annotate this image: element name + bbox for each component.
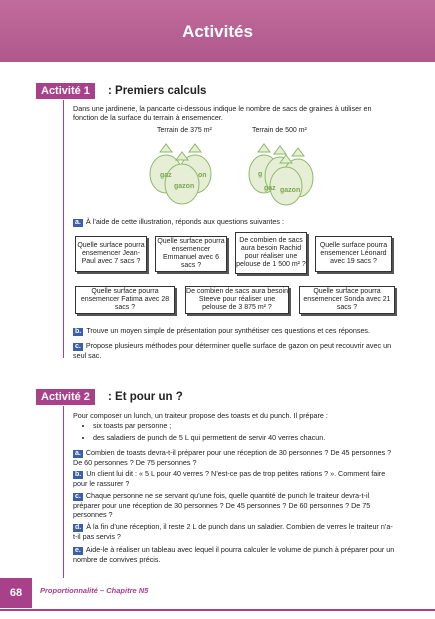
page-header <box>0 0 435 62</box>
question-tag: a. <box>75 450 81 457</box>
activity1-label: Activité 1 <box>36 83 95 99</box>
activity2-label: Activité 2 <box>36 389 95 405</box>
chapter-title: Proportionnalité – Chapitre N5 <box>40 586 149 595</box>
question-tag: c. <box>75 343 81 350</box>
question-tag: b. <box>75 328 82 335</box>
question-box-fatima: Quelle surface pourra ensemencer Fatima avec 28 sacs ? <box>75 286 175 314</box>
activity2-title: : Et pour un ? <box>108 391 183 403</box>
caption-375: Terrain de 375 m² <box>157 127 212 134</box>
question-box-sonda: Quelle surface pourra ensemencer Sonda avec 21 sacs ? <box>299 286 395 314</box>
activity2-intro: Pour composer un lunch, un traiteur propose des toasts et du punch. Il prépare : <box>73 411 328 420</box>
question-box-leonard: Quelle surface pourra ensemencer Léonard avec 19 sacs ? <box>315 236 392 272</box>
activity2-question-c: c. Chaque personne ne se servant qu’une fois, quelle quantité de punch le traiteur devra-t-il préparer pour une réception de 30 personnes ? De 45 personnes ? De 60 personnes ? De 75 personnes ? <box>73 491 371 519</box>
activity1-intro: Dans une jardinerie, la pancarte ci-dessous indique le nombre de sacs de graines à utiliser en fonction de la surface du terrain à ensemencer. <box>73 104 372 122</box>
page-title: Activités <box>182 22 253 41</box>
bullet-item: • des saladiers de punch de 5 L qui permettent de servir 40 verres chacun. <box>93 432 395 444</box>
bullet-item: • six toasts par personne ; <box>93 420 395 432</box>
svg-text:g: g <box>258 171 263 178</box>
activity2-question-a: a. Combien de toasts devra-t-il préparer pour une réception de 30 personnes ? De 45 personnes ? De 60 personnes ? De 75 personnes ? <box>73 448 392 467</box>
footer-rule <box>0 609 435 611</box>
caption-500: Terrain de 500 m² <box>252 127 307 134</box>
question-tag: c. <box>75 493 81 500</box>
question-tag: a. <box>75 219 81 226</box>
activity2-question-b: b. Un client lui dit : « 5 L pour 40 verres ? N’est-ce pas de trop petites rations ? ». Comment faire pour le rassurer ? <box>73 469 386 488</box>
page-number: 68 <box>0 578 32 608</box>
svg-text:gaz: gaz <box>160 172 172 179</box>
svg-text:gaz: gaz <box>264 185 276 192</box>
question-box-steeve: De combien de sacs aura besoin Steeve pour réaliser une pelouse de 3 875 m² ? <box>185 286 289 314</box>
activity1-question-c: c. Propose plusieurs méthodes pour déterminer quelle surface de gazon on peut recouvrir avec un seul sac. <box>73 341 392 360</box>
svg-text:on: on <box>198 172 207 179</box>
activity1-question-a: a. À l’aide de cette illustration, réponds aux questions suivantes : <box>75 217 285 226</box>
question-box-emmanuel: Quelle surface pourra ensemencer Emmanuel avec 6 sacs ? <box>155 236 227 272</box>
activity2-rule <box>63 406 64 578</box>
activity1-question-b: b. Trouve un moyen simple de présentation pour synthétiser ces questions et ces réponses. <box>75 326 371 335</box>
question-box-rachid: De combien de sacs aura besoin Rachid pour réaliser une pelouse de 1 500 m² ? <box>235 232 307 274</box>
activity2-question-d: d. À la fin d’une réception, il reste 2 L de punch dans un saladier. Combien de verres le traiteur n’a-t-il pas servis ? <box>73 522 393 541</box>
activity1-title: : Premiers calculs <box>108 85 207 97</box>
question-tag: e. <box>75 547 81 554</box>
question-box-jean-paul: Quelle surface pourra ensemencer Jean-Paul avec 7 sacs ? <box>75 236 147 272</box>
question-tag: d. <box>75 524 82 531</box>
activity2-bullets <box>73 420 395 444</box>
activity1-rule <box>63 100 64 358</box>
bag-label: gazon <box>174 183 195 190</box>
question-tag: b. <box>75 471 82 478</box>
activity2-question-e: e. Aide-le à réaliser un tableau avec lequel il pourra calculer le volume de punch à préparer pour un nombre de convives précis. <box>73 545 395 564</box>
seed-bags-illustration <box>140 138 340 210</box>
bag-label-2: gazon <box>280 187 301 194</box>
